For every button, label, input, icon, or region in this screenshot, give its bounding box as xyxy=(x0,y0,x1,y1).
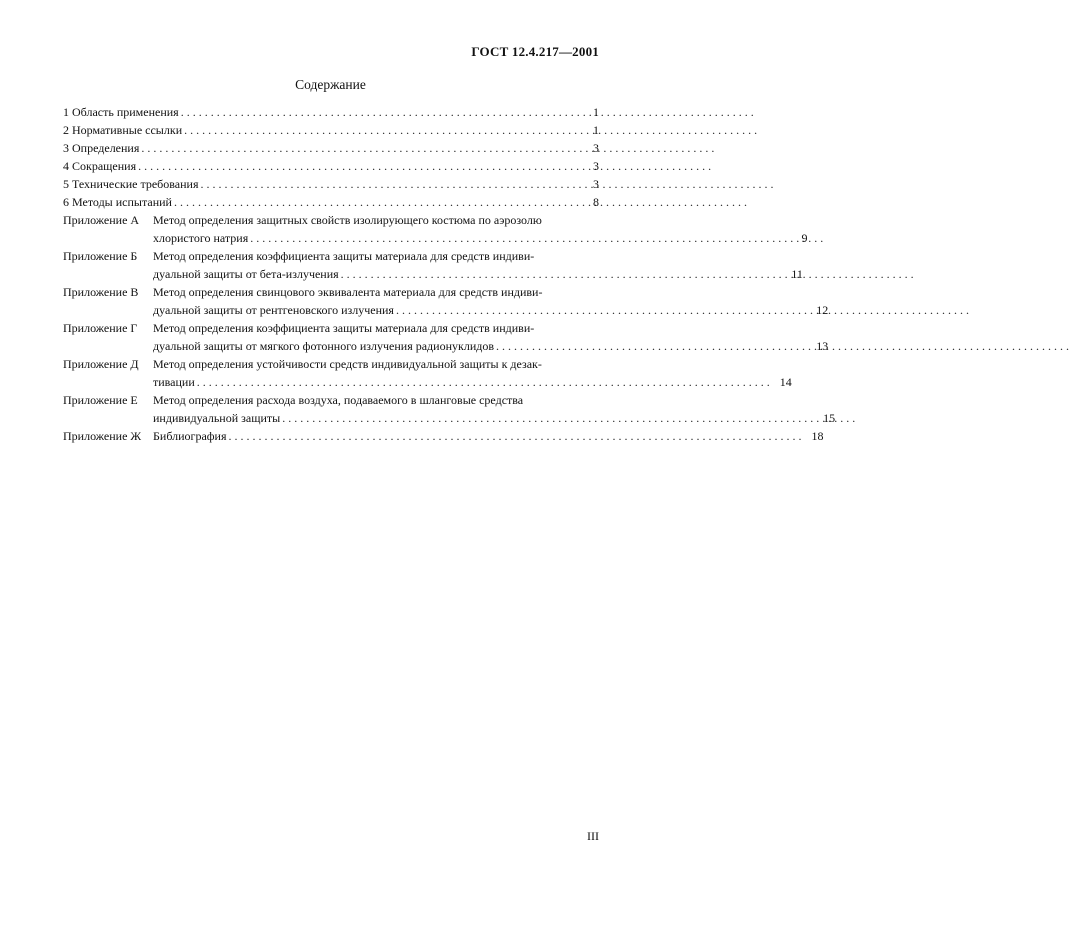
dot-leader xyxy=(494,337,806,355)
toc-annex-entry[interactable] xyxy=(63,283,829,319)
annex-label: Приложение А xyxy=(63,213,140,227)
toc-entry-page: 8 xyxy=(593,195,599,209)
annex-title: Метод определения расхода воздуха, подаваемого в шланговые средства xyxy=(153,393,524,407)
toc-entry[interactable] xyxy=(63,121,599,139)
toc-annex-entry[interactable] xyxy=(63,427,824,445)
toc-annex-entry[interactable] xyxy=(63,211,808,247)
toc-entry-page: 1 xyxy=(593,123,599,137)
toc-entry[interactable] xyxy=(63,175,599,193)
toc-entry[interactable] xyxy=(63,103,599,121)
dot-leader xyxy=(172,193,577,211)
toc-entry-label: 1 Область применения xyxy=(63,105,179,119)
toc-entry-page: 11 xyxy=(791,267,803,281)
toc-entry-page: 3 xyxy=(593,141,599,155)
annex-title-continued: тивации xyxy=(153,375,195,389)
annex-title-continued: дуальной защиты от рентгеновского излучения xyxy=(153,303,394,317)
annex-title-continued: дуальной защиты от бета-излучения xyxy=(153,267,339,281)
annex-title: Метод определения коэффициента защиты материала для средств индиви- xyxy=(153,249,535,263)
toc-entry-label: 3 Определения xyxy=(63,141,140,155)
standard-code: ГОСТ 12.4.217—2001 xyxy=(471,44,599,59)
toc-entry-label: 2 Нормативные ссылки xyxy=(63,123,183,137)
page-number: III xyxy=(587,829,599,843)
dot-leader xyxy=(248,229,785,247)
toc-entry-label: 5 Технические требования xyxy=(63,177,199,191)
toc-entry-page: 1 xyxy=(593,105,599,119)
toc-entry-page: 15 xyxy=(823,411,836,425)
toc-entry[interactable] xyxy=(63,139,599,157)
dot-leader xyxy=(195,373,770,391)
dot-leader xyxy=(394,301,806,319)
dot-leader xyxy=(182,121,577,139)
table-of-contents xyxy=(63,103,836,445)
dot-leader xyxy=(179,103,577,121)
toc-entry-label: 6 Методы испытаний xyxy=(63,195,172,209)
annex-label: Приложение Д xyxy=(63,357,139,371)
toc-annex-entry[interactable] xyxy=(63,319,829,355)
annex-title: Метод определения коэффициента защиты материала для средств индиви- xyxy=(153,321,535,335)
dot-leader xyxy=(139,139,577,157)
dot-leader xyxy=(280,409,813,427)
annex-label: Приложение Е xyxy=(63,393,138,407)
toc-entry-page: 18 xyxy=(811,429,824,443)
annex-title: Метод определения защитных свойств изолирующего костюма по аэрозолю xyxy=(153,213,542,227)
toc-entry-page: 3 xyxy=(593,177,599,191)
annex-title-continued: хлористого натрия xyxy=(153,231,249,245)
annex-title: Метод определения устойчивости средств индивидуальной защиты к дезак- xyxy=(153,357,542,371)
toc-title: Содержание xyxy=(295,77,366,92)
annex-label: Приложение Б xyxy=(63,249,138,263)
dot-leader xyxy=(198,175,577,193)
annex-label: Приложение Ж xyxy=(63,429,142,443)
dot-leader xyxy=(136,157,577,175)
toc-entry-page: 13 xyxy=(816,339,829,353)
toc-entry[interactable] xyxy=(63,157,599,175)
toc-entry[interactable] xyxy=(63,193,599,211)
annex-label: Приложение Г xyxy=(63,321,138,335)
annex-title-continued: индивидуальной защиты xyxy=(153,411,281,425)
toc-entry-page: 9 xyxy=(801,231,808,245)
annex-title-continued: дуальной защиты от мягкого фотонного излучения радионуклидов xyxy=(153,339,495,353)
toc-annex-entry[interactable] xyxy=(63,355,792,391)
toc-entry-page: 12 xyxy=(816,303,829,317)
annex-title: Метод определения свинцового эквивалента материала для средств индиви- xyxy=(153,285,543,299)
toc-entry-page: 3 xyxy=(593,159,599,173)
toc-entry-page: 14 xyxy=(779,375,792,389)
dot-leader xyxy=(227,427,802,445)
toc-entry-label: 4 Сокращения xyxy=(63,159,137,173)
annex-label: Приложение В xyxy=(63,285,139,299)
toc-annex-entry[interactable] xyxy=(63,391,836,427)
annex-title: Библиография xyxy=(153,429,227,443)
dot-leader xyxy=(339,265,781,283)
toc-annex-entry[interactable] xyxy=(63,247,803,283)
